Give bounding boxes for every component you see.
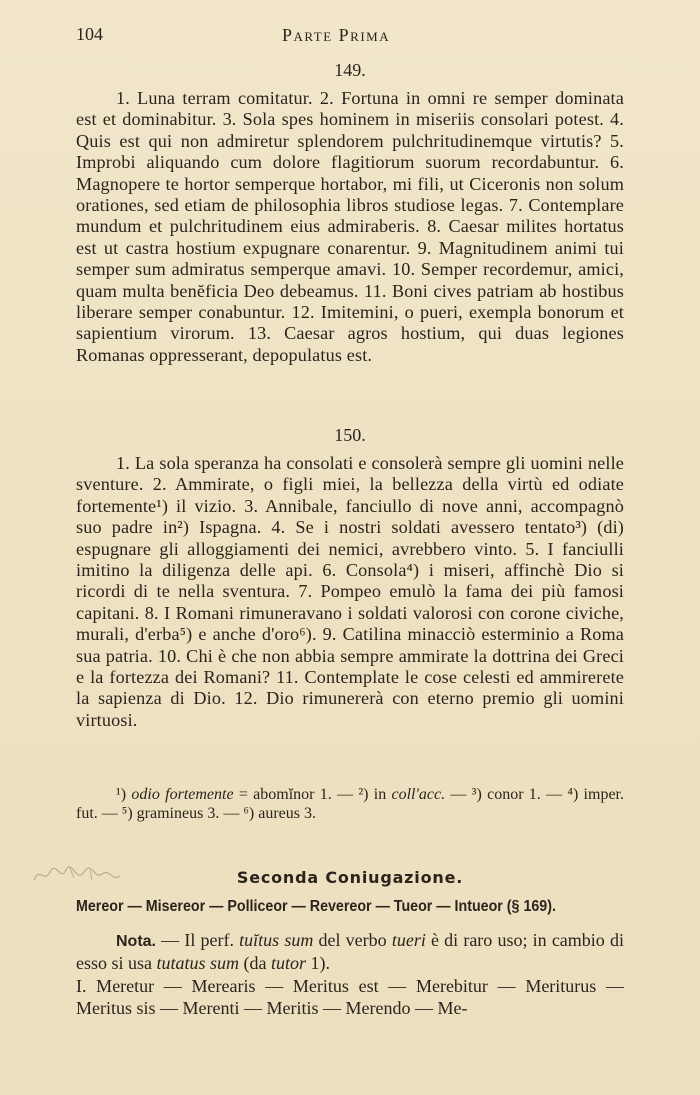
footnote-1-rest: = abomĭnor 1. — ²) in <box>233 786 392 803</box>
section-heading: Seconda Coniugazione. <box>236 868 464 887</box>
page-number: 104 <box>76 24 103 44</box>
footnote-1-term: odio fortemente <box>131 786 234 803</box>
section-150-text: 1. La sola speranza ha consolati e consolerà sempre gli uomini nelle sventure. 2. Ammirate, o figli miei, la bellezza della virtù ed odiate fortemente¹) il vizio. 3. Annibale, fanciullo di nove anni, accompagnò suo padre in²) Ispagna. 4. Se i nostri soldati avessero tentato³) (di) espugnare gli alloggiamenti dei nemici, avrebbero vinto. 5. I fanciulli imitino la diligenza delle api. 6. Consola⁴) i miseri, affinchè Dio si ricordi di te nella sventura. 7. Pompeo emulò la fama dei più famosi capitani. 8. I Romani rimuneravano i soldati valorosi con corone civiche, murali, d'erba⁵) e anche d'oro⁶). 9. Catilina minacciò esterminio a Roma sua patria. 10. Chi è che non abbia sempre ammirate la dottrina dei Greci e la fortezza dei Romani? 11. Contemplate le cose celesti ed ammirerete la sapienza di Dio. 12. Dio rimunererà con eterno premio gli uomini virtuosi. <box>76 453 624 730</box>
running-title: Parte Prima <box>282 25 391 45</box>
section-149-text: 1. Luna terram comitatur. 2. Fortuna in omni re semper dominata est et dominabitur. 3. Sola spes hominem in miseriis consolari potest. 4. Quis est qui non admiretur splendorem pulchritudinemque virtutis? 5. Improbi aliquando cum dolore flagitiorum suorum recordabuntur. 6. Magnopere te hortor semperque hortabor, mi fili, ut Ciceronis non solum orationes, sed etiam de philosophia libros studiose legas. 7. Contemplare mundum et pulchritudinem eius admiraberis. 8. Caesar milites hortatus est ut castra hostium expugnare conarentur. 9. Magnitudinem animi tui semper sum admiratus semperque amavi. 10. Semper recordemur, amici, quam multa benĕficia Deo debeamus. 11. Boni cives patriam ab hostibus liberare semper conabuntur. 12. Imitemini, o pueri, exempla bonorum et sapientium virorum. 13. Caesar agros hostium, qui duas legiones Romanas oppresserant, depopulatus est. <box>76 88 624 365</box>
nota-paragraph <box>76 930 624 974</box>
footnote-2-rest: — ³) conor 1. — ⁴) imper. fut. — ⁵) gramineus 3. — ⁶) aureus 3. <box>76 786 624 822</box>
nota-term-3: tutatus sum <box>156 952 240 973</box>
section-number-149: 149. <box>334 60 366 80</box>
footnotes <box>76 785 624 823</box>
verb-list: Mereor — Misereor — Polliceor — Revereor — Tueor — Intueor (§ 169). <box>76 898 556 915</box>
page-header <box>76 24 624 48</box>
footnote-1-mark: ¹) <box>116 786 127 803</box>
nota-text-a: — Il perf. <box>156 930 240 950</box>
nota-label: Nota. <box>116 933 156 950</box>
nota-term-4: tutor <box>271 952 307 973</box>
nota-term-2: tueri <box>391 930 426 950</box>
section-number-150: 150. <box>334 425 366 445</box>
nota-text-e: 1). <box>306 952 331 973</box>
nota-text-d: (da <box>239 952 271 973</box>
nota-term-1: tuĭtus sum <box>239 930 314 950</box>
footnote-2-term: coll'acc. <box>391 786 446 803</box>
nota-text-b: del verbo <box>313 930 392 950</box>
exercise-text: I. Meretur — Merearis — Meritus est — Merebitur — Meriturus — Meritus sis — Merenti — Meritis — Merendo — Me- <box>76 976 624 1018</box>
nota-text-c: è di raro uso; in cambio di esso si usa <box>76 930 624 973</box>
